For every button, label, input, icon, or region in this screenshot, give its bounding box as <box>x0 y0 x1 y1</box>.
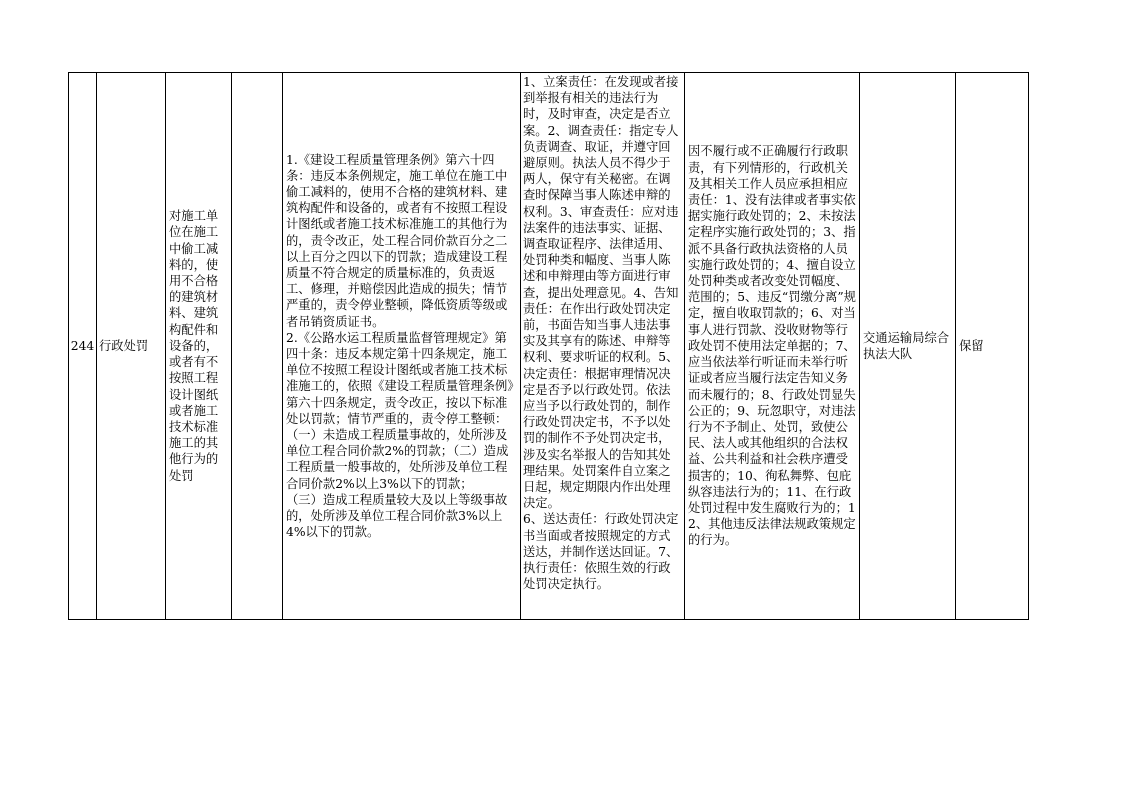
power-type: 行政处罚 <box>97 73 166 620</box>
power-list-table <box>68 72 1029 620</box>
legal-basis-paragraph: （三）造成工程质量较大及以上等级事故的，处所涉及单位工程合同价款3%以上4%以下的罚款。 <box>286 492 508 540</box>
accountability-situations: 因不履行或不正确履行行政职责，有下列情形的，行政机关及其相关工作人员应承担相应责任：1、没有法律或者事实依据实施行政处罚的；2、未按法定程序实施行政处罚的；3、指派不具备行政执法资格的人员实施行政处罚的；4、擅自设立处罚种类或者改变处罚幅度、范围的；5、违反“罚缴分离”规定，擅自收取罚款的；6、对当事人进行罚款、没收财物等行政处罚不使用法定单据的；7、应当依法举行听证而未举行听证或者应当履行法定告知义务而未履行的；8、行政处罚显失公正的；9、玩忽职守，对违法行为不予制止、处罚，致使公民、法人或其他组织的合法权益、公共利益和社会秩序遭受损害的；10、徇私舞弊、包庇纵容违法行为的；11、在行政处罚过程中发生腐败行为的；12、其他违反法律法规政策规定的行为。 <box>685 73 860 620</box>
legal-basis-paragraph: 2.《公路水运工程质量监督管理规定》第四十条：违反本规定第十四条规定，施工单位不按照工程设计图纸或者施工技术标准施工的，依照《建设工程质量管理条例》第六十四条规定，责令改正，按以下标准处以罚款；情节严重的，责令停工整顿： <box>286 330 514 426</box>
responsibility-matters <box>521 73 685 620</box>
item-name: 对施工单位在施工中偷工减料的，使用不合格的建筑材料、建筑构配件和设备的，或者有不按照工程设计图纸或者施工技术标准施工的其他行为的处罚 <box>166 73 232 620</box>
legal-basis-paragraph: （一）未造成工程质量事故的，处所涉及单位工程合同价款2%的罚款；（二）造成工程质量一般事故的，处所涉及单位工程合同价款2%以上3%以下的罚款； <box>286 428 509 491</box>
sub-item <box>232 73 283 620</box>
legal-basis-paragraph: 1.《建设工程质量管理条例》第六十四条：违反本条例规定，施工单位在施工中偷工减料的，使用不合格的建筑材料、建筑构配件和设备的，或者有不按照工程设计图纸或者施工技术标准施工的其他行为的，责令改正，处工程合同价款百分之二以上百分之四以下的罚款；造成建设工程质量不符合规定的质量标准的，负责返工、修理，并赔偿因此造成的损失；情节严重的，责令停业整顿，降低资质等级或者吊销资质证书。 <box>286 152 508 329</box>
row-number: 244 <box>69 73 97 620</box>
responsibility-paragraph: 6、送达责任：行政处罚决定书当面或者按照规定的方式送达，并制作送达回证。7、执行责任：依照生效的行政处罚决定执行。 <box>523 512 679 592</box>
remark: 保留 <box>956 73 1029 620</box>
table-row <box>69 73 1029 620</box>
implementing-department: 交通运输局综合执法大队 <box>860 73 956 620</box>
legal-basis <box>283 73 521 620</box>
responsibility-paragraph: 1、立案责任：在发现或者接到举报有相关的违法行为时，及时审查，决定是否立案。2、调查责任：指定专人负责调查、取证，并遵守回避原则。执法人员不得少于两人，保守有关秘密。在调查时保障当事人陈述申辩的权利。3、审查责任：应对违法案件的违法事实、证据、调查取证程序、法律适用、处罚种类和幅度、当事人陈述和申辩理由等方面进行审查，提出处理意见。4、告知责任：在作出行政处罚决定前，书面告知当事人违法事实及其享有的陈述、申辩等权利、要求听证的权利。5、决定责任：根据审理情况决定是否予以行政处罚。依法应当予以行政处罚的，制作行政处罚决定书，不予以处罚的制作不予处罚决定书，涉及实名举报人的告知其处理结果。处罚案件自立案之日起，规定期限内作出处理决定。 <box>523 75 679 511</box>
